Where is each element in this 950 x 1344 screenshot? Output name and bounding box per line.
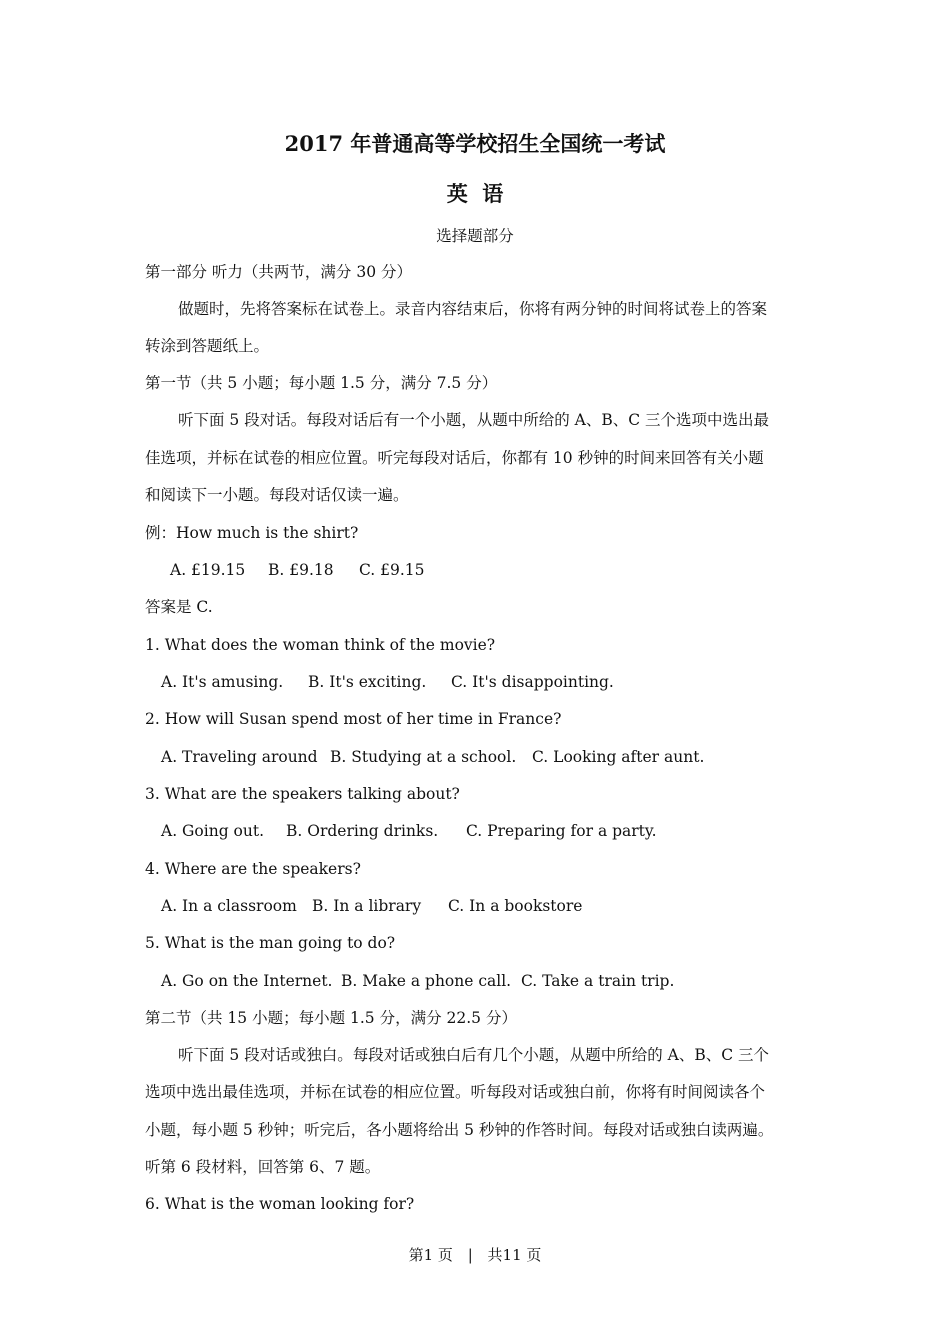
q4-option-b: B. In a library: [312, 897, 422, 915]
section1-heading: 第一节（共 5 小题；每小题 1.5 分，满分 7.5 分）: [145, 374, 498, 392]
section2-directions-line3: 小题，每小题 5 秒钟；听完后，各小题将给出 5 秒钟的作答时间。每段对话或独白读两遍。: [145, 1121, 774, 1139]
q5-option-c: C. Take a train trip.: [521, 972, 675, 990]
part1-instructions-line2: 转涂到答题纸上。: [145, 337, 270, 355]
total-pages: 共11 页: [487, 1246, 542, 1264]
q2-option-b: B. Studying at a school.: [330, 748, 517, 766]
example-option-a: A. £19.15: [170, 561, 246, 579]
page-number: 第1 页: [408, 1246, 453, 1264]
q3-option-a: A. Going out.: [161, 822, 265, 840]
q4-option-a: A. In a classroom: [161, 897, 297, 915]
question-3: 3. What are the speakers talking about?: [145, 785, 460, 803]
example-option-b: B. £9.18: [268, 561, 334, 579]
part1-instructions-line1: 做题时，先将答案标在试卷上。录音内容结束后，你将有两分钟的时间将试卷上的答案: [178, 300, 768, 318]
q2-option-c: C. Looking after aunt.: [532, 748, 705, 766]
page-separator: |: [467, 1246, 473, 1264]
part1-heading: 第一部分 听力（共两节，满分 30 分）: [145, 263, 413, 281]
q1-option-b: B. It's exciting.: [308, 673, 427, 691]
example-question: 例：How much is the shirt?: [145, 524, 359, 542]
question-2: 2. How will Susan spend most of her time in France?: [145, 710, 562, 728]
question-1: 1. What does the woman think of the movie?: [145, 636, 496, 654]
material-note: 听第 6 段材料，回答第 6、7 题。: [145, 1158, 381, 1176]
q2-option-a: A. Traveling around: [161, 748, 318, 766]
question-5: 5. What is the man going to do?: [145, 934, 396, 952]
section1-directions-line1: 听下面 5 段对话。每段对话后有一个小题，从题中所给的 A、B、C 三个选项中选出最: [178, 411, 770, 429]
section2-directions-line1: 听下面 5 段对话或独白。每段对话或独白后有几个小题，从题中所给的 A、B、C 三个: [178, 1046, 770, 1064]
example-answer: 答案是 C.: [145, 598, 213, 616]
q3-option-c: C. Preparing for a party.: [466, 822, 657, 840]
section2-heading: 第二节（共 15 小题；每小题 1.5 分，满分 22.5 分）: [145, 1009, 517, 1027]
exam-title: 2017 年普通高等学校招生全国统一考试: [284, 131, 666, 156]
q3-option-b: B. Ordering drinks.: [286, 822, 439, 840]
q5-option-b: B. Make a phone call.: [341, 972, 512, 990]
q4-option-c: C. In a bookstore: [448, 897, 583, 915]
section1-directions-line3: 和阅读下一小题。每段对话仅读一遍。: [145, 486, 409, 504]
q1-option-c: C. It's disappointing.: [451, 673, 614, 691]
section1-directions-line2: 佳选项，并标在试卷的相应位置。听完每段对话后，你都有 10 秒钟的时间来回答有关小题: [145, 449, 764, 467]
section-label: 选择题部分: [436, 227, 514, 245]
section2-directions-line2: 选项中选出最佳选项，并标在试卷的相应位置。听每段对话或独白前，你将有时间阅读各个: [145, 1083, 766, 1101]
q5-option-a: A. Go on the Internet.: [161, 972, 333, 990]
page-footer: [0, 1244, 950, 1265]
example-option-c: C. £9.15: [359, 561, 425, 579]
q1-option-a: A. It's amusing.: [161, 673, 284, 691]
question-6: 6. What is the woman looking for?: [145, 1195, 415, 1213]
subject-title: 英 语: [446, 181, 504, 206]
question-4: 4. Where are the speakers?: [145, 860, 361, 878]
